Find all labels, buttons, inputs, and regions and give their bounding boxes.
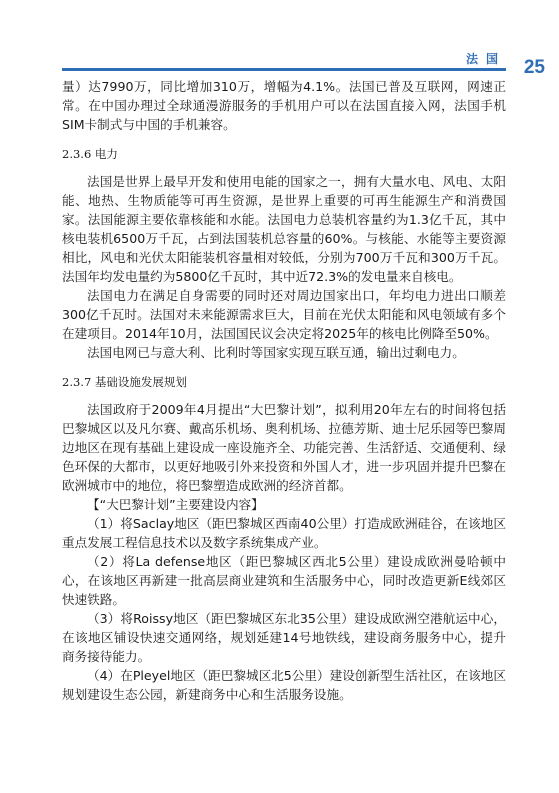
paragraph-electricity-2: 法国电力在满足自身需要的同时还对周边国家出口，年均电力进出口顺差300亿千瓦时。法国对未来能源需求巨大，目前在光伏太阳能和风电领域有多个在建项目。2014年10月，法国国民议会决定将2025年的核电比例降至50%。 [62, 288, 506, 341]
running-header-country: 法国 [465, 52, 506, 66]
list-item: （1）将Saclay地区（距巴黎城区西南40公里）打造成欧洲硅谷，在该地区重点发展工程信息技术以及数字系统集成产业。 [62, 516, 506, 550]
list-item: （3）将Roissy地区（距巴黎城区东北35公里）建设成欧洲空港航运中心，在该地区铺设快速交通网络，规划延建14号地铁线，建设商务服务中心，提升商务接待能力。 [62, 611, 506, 664]
section-heading-infrastructure: 2.3.7 基础设施发展规划 [62, 375, 187, 389]
header-rule [62, 68, 506, 71]
section-heading-electricity: 2.3.6 电力 [62, 147, 118, 161]
page-body [62, 77, 506, 704]
paragraph-electricity-3: 法国电网已与意大利、比利时等国家实现互联互通，输出过剩电力。 [87, 345, 465, 360]
list-item: （4）在Pleyel地区（距巴黎城区北5公里）建设创新型生活社区，在该地区规划建设生态公园，新建商务中心和生活服务设施。 [62, 668, 506, 702]
page-header [0, 0, 559, 80]
paragraph-electricity-1: 法国是世界上最早开发和使用电能的国家之一，拥有大量水电、风电、太阳能、地热、生物质能等可再生资源，是世界上重要的可再生能源生产和消费国家。法国能源主要依靠核能和水能。法国电力总装机容量约为1.3亿千瓦，其中核电装机6500万千瓦，占到法国装机总容量的60%。与核能、水能等主要资源相比，风电和光伏太阳能装机容量相对较低，分别为700万千瓦和300万千瓦。法国年均发电量约为5800亿千瓦时，其中近72.3%的发电量来自核电。 [62, 174, 506, 284]
paragraph-intro: 量）达7990万，同比增加310万，增幅为4.1%。法国已普及互联网，网速正常。在中国办理过全球通漫游服务的手机用户可以在法国直接入网，法国手机SIM卡制式与中国的手机兼容。 [62, 79, 506, 132]
page-number: 25 [523, 57, 545, 78]
list-item: （2）将La defense地区（距巴黎城区西北5公里）建设成欧洲曼哈顿中心，在该地区再新建一批高层商业建筑和生活服务中心，同时改造更新E线郊区快速铁路。 [62, 554, 506, 607]
list-title: 【“大巴黎计划”主要建设内容】 [87, 497, 264, 512]
paragraph-infrastructure-1: 法国政府于2009年4月提出“大巴黎计划”，拟利用20年左右的时间将包括巴黎城区以及凡尔赛、戴高乐机场、奥利机场、拉德芳斯、迪士尼乐园等巴黎周边地区在现有基础上建设成一座设施齐全、功能完善、生活舒适、交通便利、绿色环保的大都市，以更好地吸引外来投资和外国人才，进一步巩固并提升巴黎在欧洲城市中的地位，将巴黎塑造成欧洲的经济首都。 [62, 402, 506, 493]
